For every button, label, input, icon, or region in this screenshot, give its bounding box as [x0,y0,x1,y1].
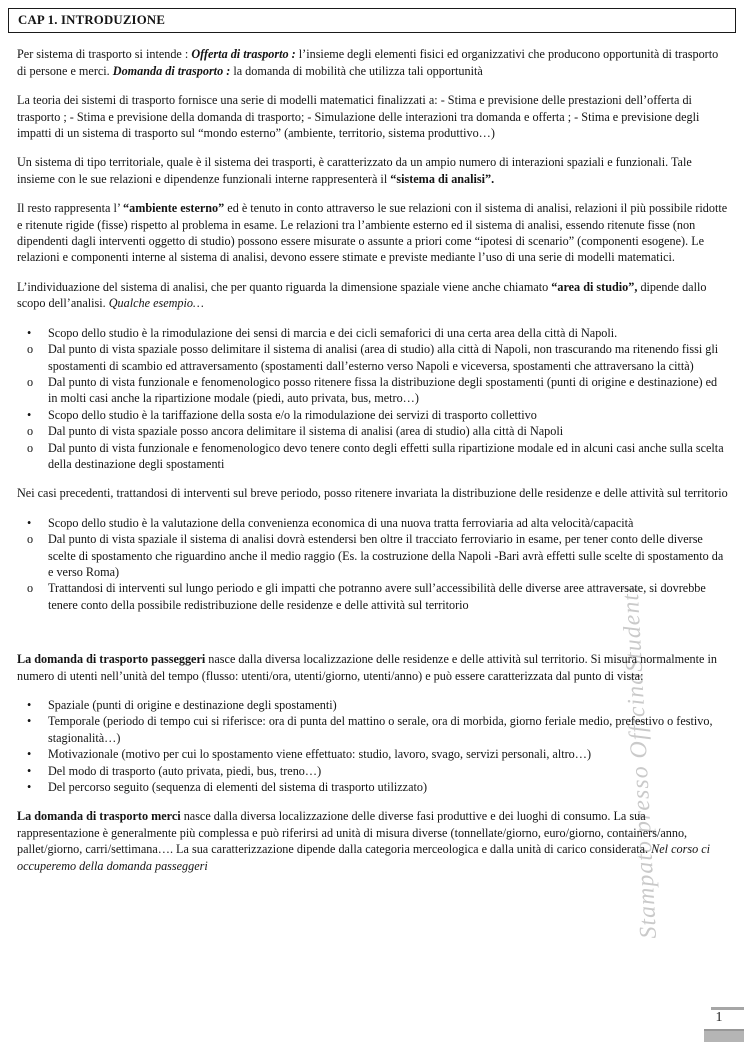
text-run: la domanda di mobilità che utilizza tali opportunità [233,63,483,78]
bullet-icon: • [27,763,32,778]
list-item [17,325,728,341]
list-item [17,423,728,439]
list-item [17,374,728,407]
list-item-text: Trattandosi di interventi sul lungo periodo e gli impatti che potranno avere sull’accessibilità delle diverse aree attraversate, si dovrebbe tenere conto della possibile redistribuzione delle residenze e delle attività sul territorio [48,581,706,612]
list-item [17,515,728,531]
list-item-text: Temporale (periodo di tempo cui si riferisce: ora di punta del mattino o serale, ora di morbida, giorno feriale medio, prefestivo o festivo, stagionalità…) [48,714,713,745]
chapter-title: CAP 1. INTRODUZIONE [18,13,166,27]
circle-bullet-icon: o [27,532,34,547]
circle-bullet-icon: o [27,440,34,455]
list-item-text: Del modo di trasporto (auto privata, piedi, bus, treno…) [48,763,322,778]
list-item-text: Scopo dello studio è la valutazione della convenienza economica di una nuova tratta ferroviaria ad alta velocità/capacità [48,515,634,530]
text-run: Un sistema di tipo territoriale, quale è il sistema dei trasporti, è caratterizzato da un ampio numero di interazioni spaziali e funzionali. Tale insieme con le sue relazioni e dipendenze funzionali interne rappresenterà il [17,155,692,186]
list-item-text: Spaziale (punti di origine e destinazione degli spostamenti) [48,698,337,712]
list-item [17,341,728,374]
paragraph-sistema-analisi [17,154,728,187]
text-run: dipende dallo scopo dell’analisi. [17,279,707,311]
list-item [17,580,728,613]
page-number: 1 [715,1010,723,1025]
list-item-text: Dal punto di vista spaziale posso ancora delimitare il sistema di analisi (area di studio) alla città di Napoli [48,424,564,439]
list-item [17,440,728,473]
list-item [17,763,728,779]
paragraph-ambiente-esterno [17,200,728,266]
list-item [17,407,728,423]
paragraph-offerta-domanda [17,46,728,79]
bullet-list-caratterizzazione [17,697,728,795]
list-item-text: Dal punto di vista spaziale il sistema di analisi dovrà estendersi ben oltre il tracciato ferroviario in esame, per tener conto delle diverse scelte di spostamento che riguardino anche il medio raggio (Es. la costruzione della Napoli -Bari avrà effetti sulle scelte di spostamento da e verso Roma) [48,532,724,579]
text-run-italic: Nel corso ci occuperemo della domanda passeggeri [17,842,711,873]
bullet-list-esempi-napoli [17,325,728,473]
text-run-bold: “ambiente esterno” [123,201,225,216]
bullet-icon: • [27,780,32,795]
paragraph-area-di-studio [17,279,728,312]
text-run: La teoria dei sistemi di trasporto fornisce una serie di modelli matematici finalizzati a: - Stima e previsione delle prestazioni dell’offerta di trasporto ; - Stima e previsione della domanda di trasporto; - Simulazione delle interazioni tra domanda e offerta ; - Stima e previsione degli impatti di un sistema di trasporto sul “mondo esterno” (ambiente, territorio, sistema produttivo…) [17,93,700,141]
list-item [17,697,728,713]
text-run-bold: “sistema di analisi”. [390,171,495,186]
circle-bullet-icon: o [27,581,34,596]
bullet-icon: • [27,714,32,729]
list-item-text: Dal punto di vista spaziale posso delimitare il sistema di analisi (area di studio) alla città di Napoli, non trascurando ma ritenendo fissi gli spostamenti di scambio ed attraversamento (spostamenti dall’esterno verso Napoli e viceversa, spostamenti che attraversano la città) [48,342,719,373]
document-body [17,46,728,874]
text-run: L’individuazione del sistema di analisi, che per quanto riguarda la dimensione spaziale viene anche chiamato [17,279,552,294]
bullet-icon: • [27,747,32,762]
text-run: Per sistema di trasporto si intende : [17,47,192,62]
bullet-icon: • [27,325,32,340]
list-item-text: Scopo dello studio è la rimodulazione dei sensi di marcia e dei cicli semaforici di una certa area della città di Napoli. [48,325,618,340]
bullet-icon: • [27,698,32,712]
paragraph-domanda-merci [17,808,728,874]
text-run: Nei casi precedenti, trattandosi di interventi sul breve periodo, posso ritenere invariata la distribuzione delle residenze e delle attività sul territorio [17,486,728,501]
text-run-italic: Qualche esempio… [108,296,204,311]
list-item-text: Del percorso seguito (sequenza di elementi del sistema di trasporto utilizzato) [48,780,428,795]
text-run: Il resto rappresenta l’ [17,201,124,216]
list-item-text: Motivazionale (motivo per cui lo spostamento viene effettuato: studio, lavoro, svago, servizi personali, altro…) [48,747,591,762]
circle-bullet-icon: o [27,342,34,357]
list-item [17,531,728,580]
circle-bullet-icon: o [27,374,34,389]
text-run-bold-italic: Domanda di trasporto : [112,63,234,78]
chapter-title-box [8,8,736,33]
text-run: ed è tenuto in conto attraverso le sue relazioni con il sistema di analisi, relazioni il più possibile ridotte e ritenute rigide (fisse) rispetto al problema in esame. Le relazioni tra l’ambiente esterno ed il sistema di analisi, essendo ritenute fisse (non dipendenti dagli interventi oggetto di studio) possono essere misurate o assunte a priori come “ipotesi di scenario” (componenti esogene). Le relazioni e componenti interne al sistema di analisi, devono essere stimate e previste mediante l’uso di una serie di modelli matematici. [17,201,728,265]
footer-box [704,1029,744,1042]
text-run-bold: La domanda di trasporto merci [17,809,184,824]
text-run-bold-italic: Offerta di trasporto : [191,47,299,62]
bullet-icon: • [27,407,32,422]
text-run: l’insieme degli elementi fisici ed organizzativi che producono opportunità di trasporto di persone e merci. [17,47,719,78]
paragraph-teoria-modelli [17,92,728,141]
paragraph-domanda-passeggeri [17,651,728,684]
bullet-list-esempi-ferrovia [17,515,728,613]
text-run-bold: La domanda di trasporto passeggeri [17,652,209,667]
list-item [17,746,728,762]
text-run: nasce dalla diversa localizzazione delle residenze e delle attività sul territorio. Si misura normalmente in numero di utenti nell’unità del tempo (flusso: utenti/ora, utenti/giorno, utenti/anno) e può essere caratterizzata dal punto di vista: [17,652,717,683]
list-item [17,713,728,746]
text-run-bold: “area di studio”, [551,279,638,294]
text-run: nasce dalla diversa localizzazione delle diverse fasi produttive e dei luoghi di consumo. La sua rappresentazione è generalmente più complessa e può riferirsi ad unità di misura diverse (tonnellate/giorno, euro/giorno, containers/anno, pallet/giorno, carri/settimana…. La sua caratterizzazione dipende dalla categoria merceologica e dalla unità di carico considerata. [17,809,688,857]
bullet-icon: • [27,515,32,530]
list-item-text: Dal punto di vista funzionale e fenomenologico posso ritenere fissa la distribuzione degli spostamenti (punti di origine e destinazione) ed in molti casi anche la ripartizione modale (piedi, auto privata, bus, metro…) [48,374,718,406]
watermark: Stampato presso OfficinaStudenti [617,584,663,940]
list-item-text: Scopo dello studio è la tariffazione della sosta e/o la rimodulazione dei servizi di trasporto collettivo [48,407,537,422]
list-item-text: Dal punto di vista funzionale e fenomenologico devo tenere conto degli effetti sulla ripartizione modale ed in alcuni casi anche sulla scelta della destinazione degli spostamenti [48,440,724,471]
list-item [17,779,728,795]
circle-bullet-icon: o [27,424,34,439]
paragraph-breve-periodo [17,485,728,501]
